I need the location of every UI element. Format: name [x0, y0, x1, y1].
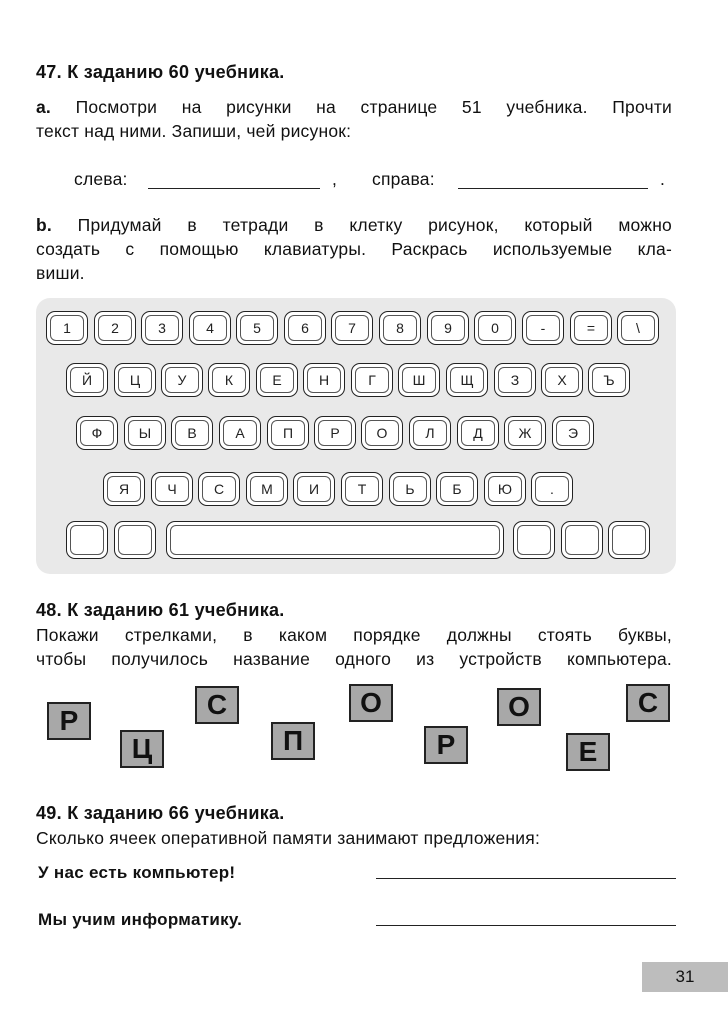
letter-tile-6[interactable]: Р: [424, 726, 468, 764]
task47a-text1: Посмотри на рисунки на странице 51 учебника. Прочти: [75, 97, 673, 117]
key-backslash[interactable]: \: [617, 311, 659, 345]
letter-tile-7[interactable]: О: [497, 688, 541, 726]
key-в[interactable]: В: [171, 416, 213, 450]
task47b-line1: [36, 213, 672, 237]
letter-tile-8[interactable]: Е: [566, 733, 610, 771]
left-label: слева:: [74, 169, 128, 189]
key-ъ[interactable]: Ъ: [588, 363, 630, 397]
answer-line-1[interactable]: [376, 878, 676, 879]
task48-line2: чтобы получилось название одного из устройств компьютера.: [36, 649, 672, 669]
key-right-modifier-3[interactable]: [608, 521, 650, 559]
task47b-text1: Придумай в тетради в клетку рисунок, который можно: [77, 215, 672, 235]
key-space[interactable]: [166, 521, 504, 559]
task47a-marker: а.: [36, 97, 51, 117]
task49-heading: 49. К заданию 66 учебника.: [36, 803, 285, 823]
letter-tile-5[interactable]: О: [349, 684, 393, 722]
task47b-line2: создать с помощью клавиатуры. Раскрась используемые кла-: [36, 239, 672, 259]
key-ч[interactable]: Ч: [151, 472, 193, 506]
task47a-line2: текст над ними. Запиши, чей рисунок:: [36, 121, 352, 141]
task47b-marker: b.: [36, 215, 52, 235]
letter-tile-2[interactable]: Ц: [120, 730, 164, 768]
key-right-modifier-2[interactable]: [561, 521, 603, 559]
letter-tile-4[interactable]: П: [271, 722, 315, 760]
key-minus[interactable]: -: [522, 311, 564, 345]
left-answer-line[interactable]: [148, 188, 320, 189]
key-п[interactable]: П: [267, 416, 309, 450]
key-4[interactable]: 4: [189, 311, 231, 345]
task47a-line1: [36, 95, 672, 119]
key-left-modifier-1[interactable]: [66, 521, 108, 559]
key-1[interactable]: 1: [46, 311, 88, 345]
key-equals[interactable]: =: [570, 311, 612, 345]
letter-tile-1[interactable]: Р: [47, 702, 91, 740]
letter-tile-3[interactable]: С: [195, 686, 239, 724]
task49-line1: Сколько ячеек оперативной памяти занимают предложения:: [36, 828, 541, 848]
key-9[interactable]: 9: [427, 311, 469, 345]
key-я[interactable]: Я: [103, 472, 145, 506]
key-й[interactable]: Й: [66, 363, 108, 397]
key-э[interactable]: Э: [552, 416, 594, 450]
sentence-1: У нас есть компьютер!: [38, 863, 236, 882]
task47b-line3: виши.: [36, 263, 85, 283]
answer-line-2[interactable]: [376, 925, 676, 926]
key-0[interactable]: 0: [474, 311, 516, 345]
key-ц[interactable]: Ц: [114, 363, 156, 397]
key-7[interactable]: 7: [331, 311, 373, 345]
key-д[interactable]: Д: [457, 416, 499, 450]
key-к[interactable]: К: [208, 363, 250, 397]
page-number: 31: [642, 962, 728, 992]
key-щ[interactable]: Щ: [446, 363, 488, 397]
key-л[interactable]: Л: [409, 416, 451, 450]
task48-line1: Покажи стрелками, в каком порядке должны стоять буквы,: [36, 625, 672, 645]
key-left-modifier-2[interactable]: [114, 521, 156, 559]
letter-tile-9[interactable]: С: [626, 684, 670, 722]
key-5[interactable]: 5: [236, 311, 278, 345]
key-е[interactable]: Е: [256, 363, 298, 397]
comma: ,: [332, 169, 338, 189]
key-right-modifier-1[interactable]: [513, 521, 555, 559]
right-label: справа:: [372, 169, 435, 189]
key-х[interactable]: Х: [541, 363, 583, 397]
task47-heading: 47. К заданию 60 учебника.: [36, 62, 285, 82]
key-з[interactable]: З: [494, 363, 536, 397]
right-answer-line[interactable]: [458, 188, 648, 189]
key-ы[interactable]: Ы: [124, 416, 166, 450]
key-б[interactable]: Б: [436, 472, 478, 506]
key-ж[interactable]: Ж: [504, 416, 546, 450]
key-2[interactable]: 2: [94, 311, 136, 345]
key-period[interactable]: .: [531, 472, 573, 506]
period: .: [660, 169, 666, 189]
key-ф[interactable]: Ф: [76, 416, 118, 450]
key-а[interactable]: А: [219, 416, 261, 450]
key-м[interactable]: М: [246, 472, 288, 506]
key-о[interactable]: О: [361, 416, 403, 450]
key-и[interactable]: И: [293, 472, 335, 506]
key-у[interactable]: У: [161, 363, 203, 397]
key-т[interactable]: Т: [341, 472, 383, 506]
key-8[interactable]: 8: [379, 311, 421, 345]
key-г[interactable]: Г: [351, 363, 393, 397]
key-ю[interactable]: Ю: [484, 472, 526, 506]
key-ь[interactable]: Ь: [389, 472, 431, 506]
key-р[interactable]: Р: [314, 416, 356, 450]
key-3[interactable]: 3: [141, 311, 183, 345]
sentence-2: Мы учим информатику.: [38, 910, 243, 929]
task48-heading: 48. К заданию 61 учебника.: [36, 600, 285, 620]
key-6[interactable]: 6: [284, 311, 326, 345]
key-н[interactable]: Н: [303, 363, 345, 397]
key-ш[interactable]: Ш: [398, 363, 440, 397]
key-с[interactable]: С: [198, 472, 240, 506]
